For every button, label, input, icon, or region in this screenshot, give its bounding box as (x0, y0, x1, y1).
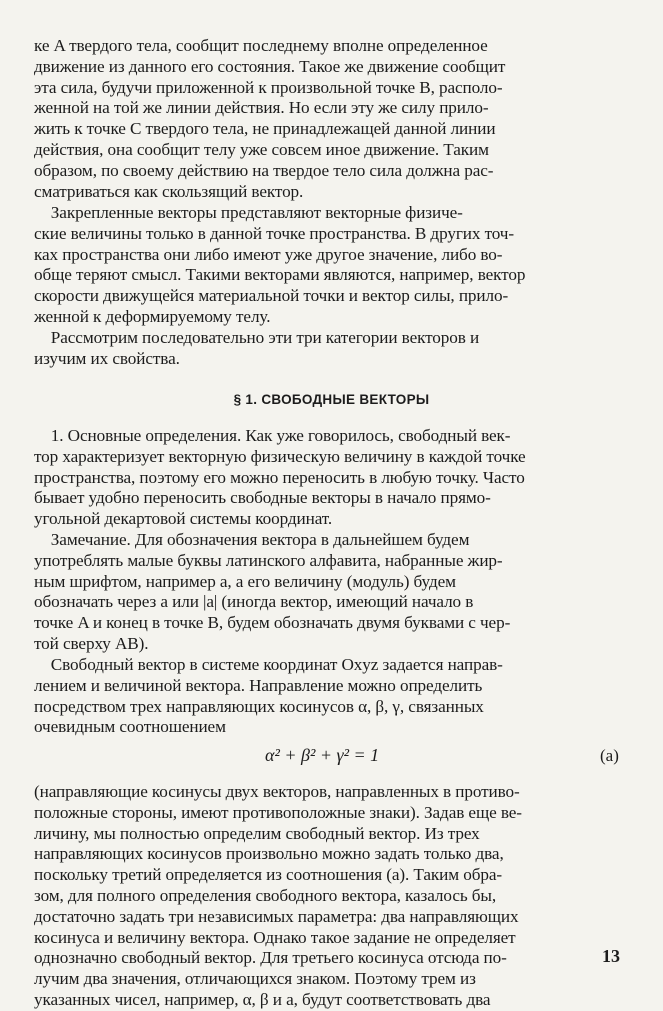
page-number: 13 (602, 946, 620, 966)
text-line: Закрепленные векторы представляют векторные физиче- (34, 203, 463, 222)
text-line: достаточно задать три независимых параметра: два направляющих (34, 906, 519, 926)
text-line: Замечание. Для обозначения вектора в дальнейшем будем (34, 530, 470, 549)
text-line: изучим их свойства. (34, 348, 180, 368)
text-line: женной к деформируемому телу. (34, 306, 271, 326)
text-line: ным шрифтом, например a, а его величину (модуль) будем (34, 571, 456, 591)
text-line: указанных чисел, например, α, β и a, будут соответствовать два (34, 989, 491, 1009)
paragraph-6 (34, 655, 624, 738)
text-line: поскольку третий определяется из соотношения (a). Таким обра- (34, 865, 502, 885)
text-line: скорости движущейся материальной точки и вектор силы, прило- (34, 286, 509, 306)
text-line: тор характеризует векторную физическую величину в каждой точке (34, 446, 526, 466)
text-line: образом, по своему действию на твердое тело сила должна рас- (34, 160, 494, 180)
text-line: ские величины только в данной точке пространства. В других точ- (34, 223, 514, 243)
text-line: личину, мы полностью определим свободный вектор. Из трех (34, 823, 480, 843)
paragraph-2 (34, 203, 624, 328)
text-line: положные стороны, имеют противоположные знаки). Задав еще ве- (34, 802, 522, 822)
text-line: угольной декартовой системы координат. (34, 509, 333, 529)
text-line: ках пространства они либо имеют уже другое значение, либо во- (34, 244, 503, 264)
text-line: косинуса и величину вектора. Однако такое задание не определяет (34, 927, 516, 947)
paragraph-3 (34, 328, 624, 370)
text-line: 1. Основные определения. Как уже говорилось, свободный век- (34, 426, 511, 445)
text-line: сматриваться как скользящий вектор. (34, 181, 304, 201)
text-line: женной на той же линии действия. Но если эту же силу прило- (34, 98, 489, 118)
paragraph-1 (34, 36, 624, 202)
paragraph-7 (34, 782, 624, 1011)
text-line: ке A твердого тела, сообщит последнему вполне определенное (34, 36, 488, 55)
paragraph-4 (34, 426, 624, 530)
text-line: зом, для полного определения свободного вектора, казалось бы, (34, 885, 497, 905)
paragraph-5 (34, 530, 624, 655)
equation-label: (a) (600, 746, 619, 765)
text-line: Свободный вектор в системе координат Oxyz задается направ- (34, 655, 503, 674)
text-line: бывает удобно переносить свободные векторы в начало прямо- (34, 488, 491, 508)
text-line: жить к точке C твердого тела, не принадлежащей данной линии (34, 119, 496, 139)
text-line: точке A и конец в точке B, будем обозначать двумя буквами с чер- (34, 613, 511, 633)
text-line: посредством трех направляющих косинусов α, β, γ, связанных (34, 696, 484, 716)
text-line: Рассмотрим последовательно эти три категории векторов и (34, 328, 480, 347)
text-line: однозначно свободный вектор. Для третьего косинуса отсюда по- (34, 948, 507, 968)
text-line: эта сила, будучи приложенной к произвольной точке B, располо- (34, 77, 503, 97)
text-line: (направляющие косинусы двух векторов, направленных в противо- (34, 782, 520, 801)
text-line: очевидным соотношением (34, 717, 226, 737)
section-heading: § 1. СВОБОДНЫЕ ВЕКТОРЫ (233, 392, 430, 407)
text-line: лучим два значения, отличающихся знаком. Поэтому трем из (34, 969, 476, 989)
text-line: обозначать через a или |a| (иногда вектор, имеющий начало в (34, 592, 474, 612)
text-line: пространства, поэтому его можно переносить в любую точку. Часто (34, 467, 525, 487)
equation: α² + β² + γ² = 1 (265, 745, 380, 765)
text-line: направляющих косинусов произвольно можно задать только два, (34, 844, 504, 864)
text-line: движение из данного его состояния. Такое же движение сообщит (34, 56, 506, 76)
text-line: обще теряют смысл. Такими векторами являются, например, вектор (34, 265, 526, 285)
text-line: действия, она сообщит телу уже совсем иное движение. Таким (34, 139, 489, 159)
text-line: употреблять малые буквы латинского алфавита, набранные жир- (34, 550, 503, 570)
text-line: лением и величиной вектора. Направление можно определить (34, 675, 483, 695)
text-line: той сверху AB). (34, 633, 149, 653)
